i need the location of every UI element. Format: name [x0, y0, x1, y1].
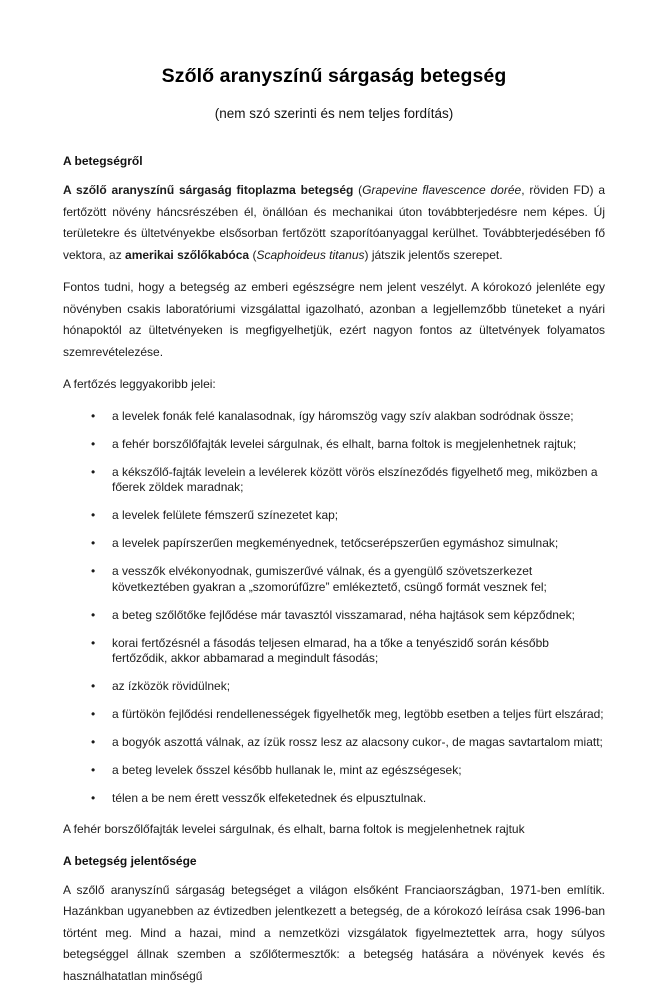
symptoms-list	[63, 409, 605, 807]
section-heading-about: A betegségről	[63, 154, 605, 169]
list-item: • a bogyók aszottá válnak, az ízük rossz lesz az alacsony cukor-, de magas savtartalom miatt;	[112, 735, 605, 751]
list-item: • a kékszőlő-fajták levelein a levélerek között vörös elszíneződés figyelhető meg, miközben a főerek zöldek maradnak;	[112, 465, 605, 496]
text-run-vector-name: amerikai szőlőkabóca	[125, 248, 252, 262]
section-heading-significance: A betegség jelentősége	[63, 854, 605, 869]
list-item: • a levelek fonák felé kanalasodnak, így háromszög vagy szív alakban sodródnak össze;	[112, 409, 605, 425]
text-run-vector-latin: Scaphoideus titanus	[256, 248, 364, 262]
list-item: • a vesszők elvékonyodnak, gumiszerűvé válnak, és a gyengülő szövetszerkezet következtében gyakran a „szomorúfűzre” emlékeztető, csüngő formát vesznek fel;	[112, 564, 605, 595]
paragraph-health-info: Fontos tudni, hogy a betegség az emberi egészségre nem jelent veszélyt. A kórokozó jelenléte egy növényben csakis laboratóriumi vizsgálattal igazolható, azonban a legjellemzőbb tüneteket a nyári hónapoktól az ültetvényeken is megfigyelhetjük, ezért nagyon fontos az ültetvények folyamatos szemrevételezése.	[63, 277, 605, 363]
paragraph-disease-description	[63, 180, 605, 266]
paragraph-significance: A szőlő aranyszínű sárgaság betegséget a világon elsőként Franciaországban, 1971-ben említik. Hazánkban ugyanebben az évtizedben jelentkezett a betegség, de a kórokozó leírása csak 1996-ban történt meg. Mind a hazai, mind a nemzetközi vizsgálatok figyelmeztettek arra, hogy súlyos betegséggel állnak szemben a szőlőtermesztők: a betegség hatására a növények kevés és használhatatlan minőségű	[63, 880, 605, 987]
text-run-disease-name: A szőlő aranyszínű sárgaság fitoplazma betegség	[63, 183, 358, 197]
list-item: • a fürtökön fejlődési rendellenességek figyelhetők meg, legtöbb esetben a teljes fürt elszárad;	[112, 707, 605, 723]
text-run: (	[252, 248, 256, 262]
note-white-varieties: A fehér borszőlőfajták levelei sárgulnak, és elhalt, barna foltok is megjelenhetnek rajtuk	[63, 819, 605, 841]
document-title: Szőlő aranyszínű sárgaság betegség	[63, 64, 605, 88]
list-item: • a levelek papírszerűen megkeményednek, tetőcserépszerűen egymáshoz simulnak;	[112, 536, 605, 552]
text-run: ) játszik jelentős szerepet.	[365, 248, 503, 262]
text-run: (	[358, 183, 362, 197]
list-item: • a beteg szőlőtőke fejlődése már tavasztól visszamarad, néha hajtások sem képződnek;	[112, 608, 605, 624]
symptoms-intro: A fertőzés leggyakoribb jelei:	[63, 374, 605, 396]
text-run-latin-name: Grapevine flavescence dorée	[362, 183, 521, 197]
list-item: • a beteg levelek ősszel később hullanak le, mint az egészségesek;	[112, 763, 605, 779]
list-item: • télen a be nem érett vesszők elfeketednek és elpusztulnak.	[112, 791, 605, 807]
list-item: • a fehér borszőlőfajták levelei sárgulnak, és elhalt, barna foltok is megjelenhetnek rajtuk;	[112, 437, 605, 453]
list-item: • az ízközök rövidülnek;	[112, 679, 605, 695]
text-run: , röviden FD) a fertőzött növény háncsrészében él, önállóan és mechanikai úton továbbterjedésre nem képes. Új területekre és ültetvényekbe elsősorban fertőzött szaporítóanyaggal kerülhet. Továbbterjedésében fő vektora, az	[63, 183, 605, 262]
document-subtitle: (nem szó szerinti és nem teljes fordítás)	[63, 106, 605, 122]
list-item: • a levelek felülete fémszerű színezetet kap;	[112, 508, 605, 524]
list-item: • korai fertőzésnél a fásodás teljesen elmarad, ha a tőke a tenyészidő során később fertőződik, akkor abbamarad a megindult fásodás;	[112, 636, 605, 667]
